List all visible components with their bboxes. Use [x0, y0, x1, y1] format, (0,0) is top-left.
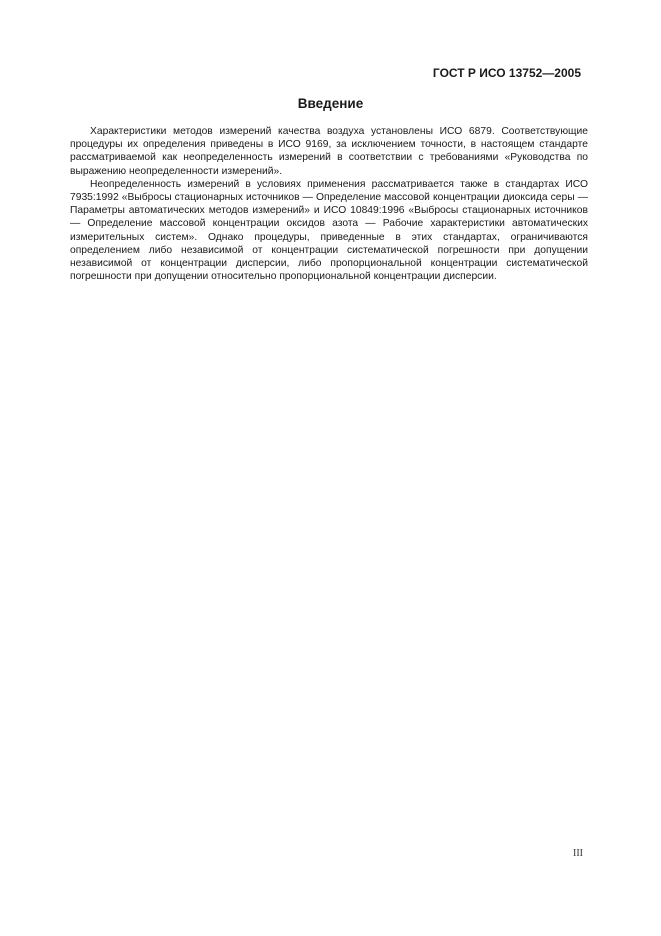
section-title: Введение [297, 96, 364, 111]
section-body [70, 125, 588, 283]
page-number: III [573, 848, 583, 859]
paragraph-2: Неопределенность измерений в условиях применения рассматривается также в стандартах ИСО 7935:1992 «Выбросы стационарных источников — Определение массовой концентрации диоксида серы — Параметры автоматических методов измерений» и ИСО 10849:1996 «Выбросы стационарных источников — Определение массовой концентрации оксидов азота — Рабочие характеристики автоматических измерительных систем». Однако процедуры, приведенные в этих стандартах, ограничиваются определением либо независимой от концентрации систематической погрешности при допущении независимой от концентрации дисперсии, либо пропорциональной концентрации систематической погрешности при допущении относительно пропорциональной концентрации дисперсии. [70, 178, 588, 283]
document-header-id: ГОСТ Р ИСО 13752—2005 [432, 66, 581, 80]
paragraph-1: Характеристики методов измерений качества воздуха установлены ИСО 6879. Соответствующие процедуры их определения приведены в ИСО 9169, за исключением точности, в настоящем стандарте рассматриваемой как неопределенность измерений в соответствии с требованиями «Руководства по выражению неопределенности измерений». [70, 126, 588, 177]
